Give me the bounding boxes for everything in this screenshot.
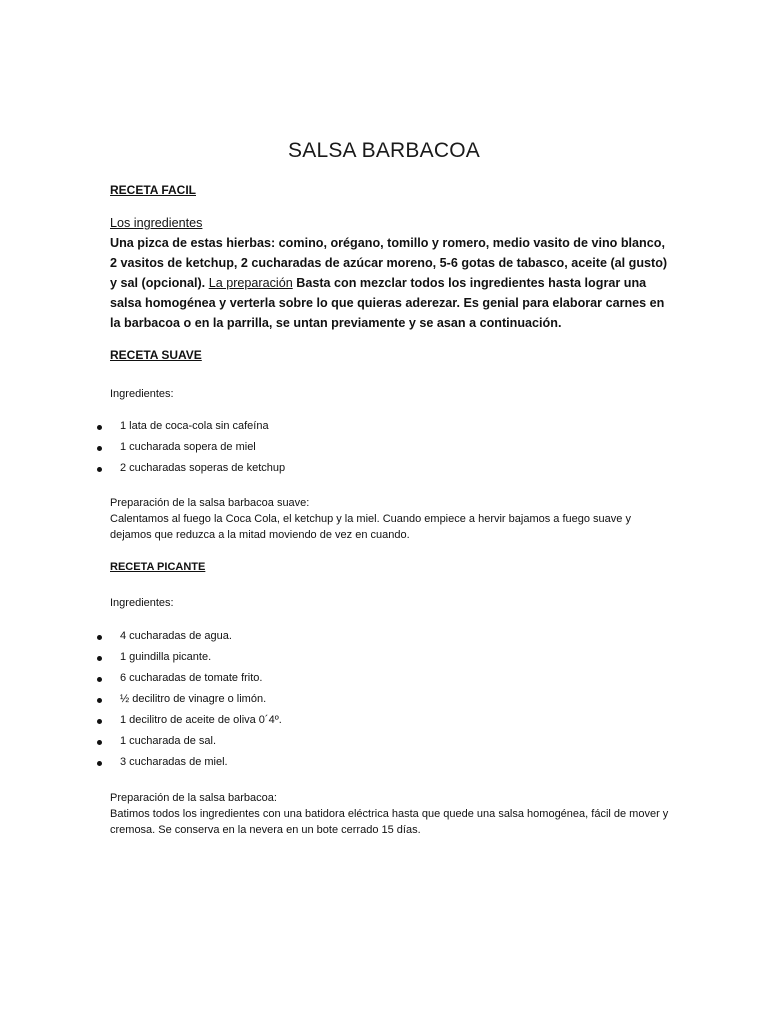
list-item: 2 cucharadas soperas de ketchup bbox=[0, 458, 768, 479]
list-item: 3 cucharadas de miel. bbox=[0, 752, 768, 773]
suave-preparation bbox=[110, 495, 670, 543]
page-title: SALSA BARBACOA bbox=[288, 139, 480, 162]
suave-prep-title: Preparación de la salsa barbacoa suave: bbox=[110, 497, 310, 509]
list-item: 1 decilitro de aceite de oliva 0´4º. bbox=[0, 710, 768, 731]
picante-prep-title: Preparación de la salsa barbacoa: bbox=[110, 792, 277, 804]
list-item: 1 cucharada de sal. bbox=[0, 731, 768, 752]
facil-prep-text: Basta con mezclar todos los ingredientes hasta lograr una salsa homogénea y verterla sobre lo que quieras aderezar. Es genial para elaborar carnes en la barbacoa o en la parrilla, se untan previamente y se asan a continuación. bbox=[110, 276, 665, 330]
bullet-icon bbox=[97, 719, 102, 724]
list-item: ½ decilitro de vinagre o limón. bbox=[0, 689, 768, 710]
bullet-icon bbox=[97, 677, 102, 682]
bullet-icon bbox=[97, 698, 102, 703]
picante-prep-text: Batimos todos los ingredientes con una batidora eléctrica hasta que quede una salsa homogénea, fácil de mover y cremosa. Se conserva en la nevera en un bote cerrado 15 días. bbox=[110, 808, 669, 836]
suave-ingredients-label: Ingredientes: bbox=[110, 388, 174, 400]
bullet-icon bbox=[97, 446, 102, 451]
section-heading-picante: RECETA PICANTE bbox=[110, 561, 206, 573]
list-item: 4 cucharadas de agua. bbox=[0, 626, 768, 647]
facil-ingredients-text: Una pizca de estas hierbas: comino, orégano, tomillo y romero, medio vasito de vino blanco, 2 vasitos de ketchup, 2 cucharadas de azúcar moreno, 5-6 gotas de tabasco, aceite (al gusto) y sal (opcional). bbox=[110, 236, 668, 290]
facil-ingredients-paragraph bbox=[110, 233, 670, 333]
picante-preparation bbox=[110, 790, 670, 838]
bullet-icon bbox=[97, 761, 102, 766]
section-heading-suave: RECETA SUAVE bbox=[110, 348, 202, 362]
bullet-icon bbox=[97, 656, 102, 661]
bullet-icon bbox=[97, 467, 102, 472]
list-item: 1 guindilla picante. bbox=[0, 647, 768, 668]
picante-ingredients-label: Ingredientes: bbox=[110, 597, 174, 609]
suave-prep-text: Calentamos al fuego la Coca Cola, el ketchup y la miel. Cuando empiece a hervir bajamos a fuego suave y dejamos que reduzca a la mitad moviendo de vez en cuando. bbox=[110, 513, 631, 541]
list-item: 1 lata de coca-cola sin cafeína bbox=[0, 416, 768, 437]
bullet-icon bbox=[97, 425, 102, 430]
suave-ingredient-list bbox=[0, 416, 768, 479]
facil-prep-label: La preparación bbox=[208, 276, 293, 290]
facil-ingredients-label: Los ingredientes bbox=[110, 216, 203, 230]
picante-ingredient-list bbox=[0, 626, 768, 773]
facil-body bbox=[110, 213, 670, 333]
list-item: 1 cucharada sopera de miel bbox=[0, 437, 768, 458]
list-item: 6 cucharadas de tomate frito. bbox=[0, 668, 768, 689]
bullet-icon bbox=[97, 635, 102, 640]
bullet-icon bbox=[97, 740, 102, 745]
section-heading-facil: RECETA FACIL bbox=[110, 183, 196, 197]
